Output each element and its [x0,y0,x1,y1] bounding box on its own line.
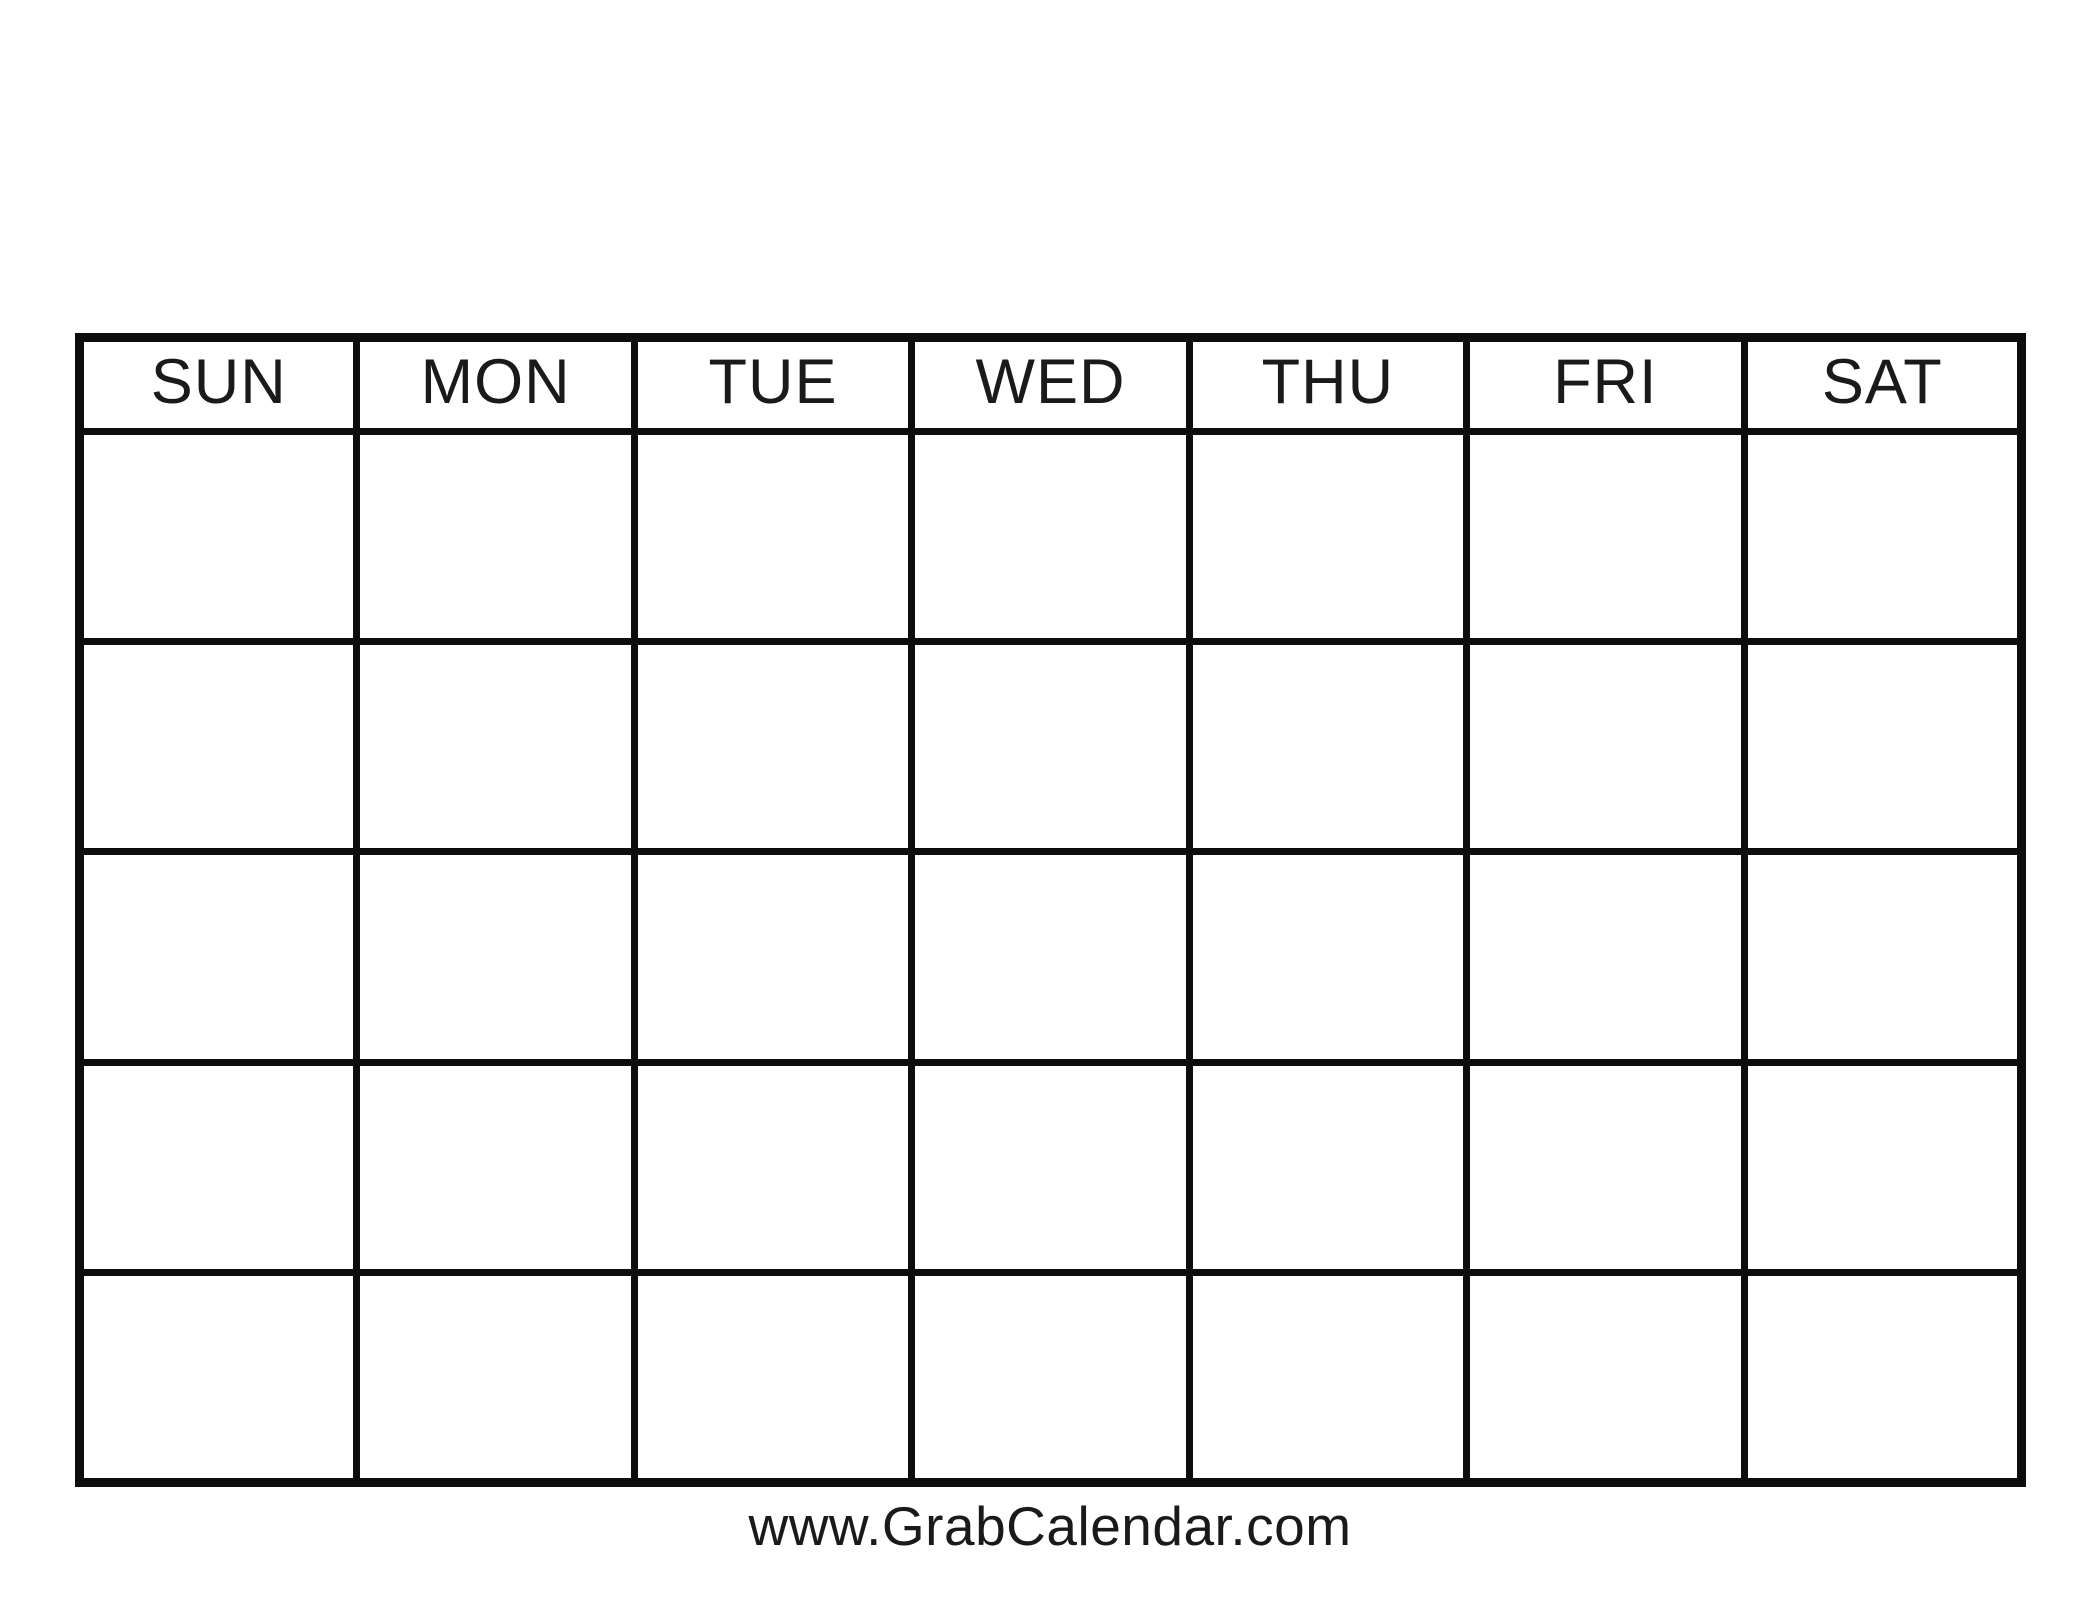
day-header-sat: SAT [1744,338,2021,432]
calendar-cell [1189,642,1466,852]
website-url: www.GrabCalendar.com [748,1495,1352,1557]
calendar-cell [1744,642,2021,852]
calendar-header-row [80,338,2022,432]
calendar-cell [1467,1272,1744,1482]
calendar-cell [634,1272,911,1482]
calendar-cell [912,432,1189,642]
calendar-week-row [80,642,2022,852]
calendar-cell [912,852,1189,1062]
calendar-cell [357,642,634,852]
calendar-grid [75,333,2026,1487]
day-header-mon: MON [357,338,634,432]
calendar-cell [357,432,634,642]
calendar-week-row [80,852,2022,1062]
day-header-wed: WED [912,338,1189,432]
day-header-tue: TUE [634,338,911,432]
calendar-cell [912,1062,1189,1272]
calendar-cell [1744,1062,2021,1272]
calendar-cell [912,1272,1189,1482]
day-header-fri: FRI [1467,338,1744,432]
calendar-cell [634,432,911,642]
calendar-cell [634,642,911,852]
day-header-sun: SUN [80,338,357,432]
calendar-cell [357,852,634,1062]
calendar-cell [80,1272,357,1482]
calendar-cell [80,432,357,642]
calendar-cell [1467,1062,1744,1272]
calendar-cell [1744,1272,2021,1482]
calendar-cell [1189,1272,1466,1482]
calendar-cell [80,642,357,852]
calendar-week-row [80,432,2022,642]
calendar-body [80,432,2022,1483]
calendar-cell [80,1062,357,1272]
calendar-cell [634,852,911,1062]
calendar-cell [1189,432,1466,642]
calendar-cell [1189,852,1466,1062]
calendar-week-row [80,1062,2022,1272]
calendar-cell [80,852,357,1062]
calendar-cell [357,1272,634,1482]
day-header-thu: THU [1189,338,1466,432]
calendar-cell [1744,432,2021,642]
calendar-cell [1744,852,2021,1062]
calendar-week-row [80,1272,2022,1482]
calendar-cell [634,1062,911,1272]
calendar-cell [1467,852,1744,1062]
calendar-cell [1467,432,1744,642]
calendar-cell [1189,1062,1466,1272]
calendar-cell [912,642,1189,852]
calendar-cell [357,1062,634,1272]
calendar-cell [1467,642,1744,852]
